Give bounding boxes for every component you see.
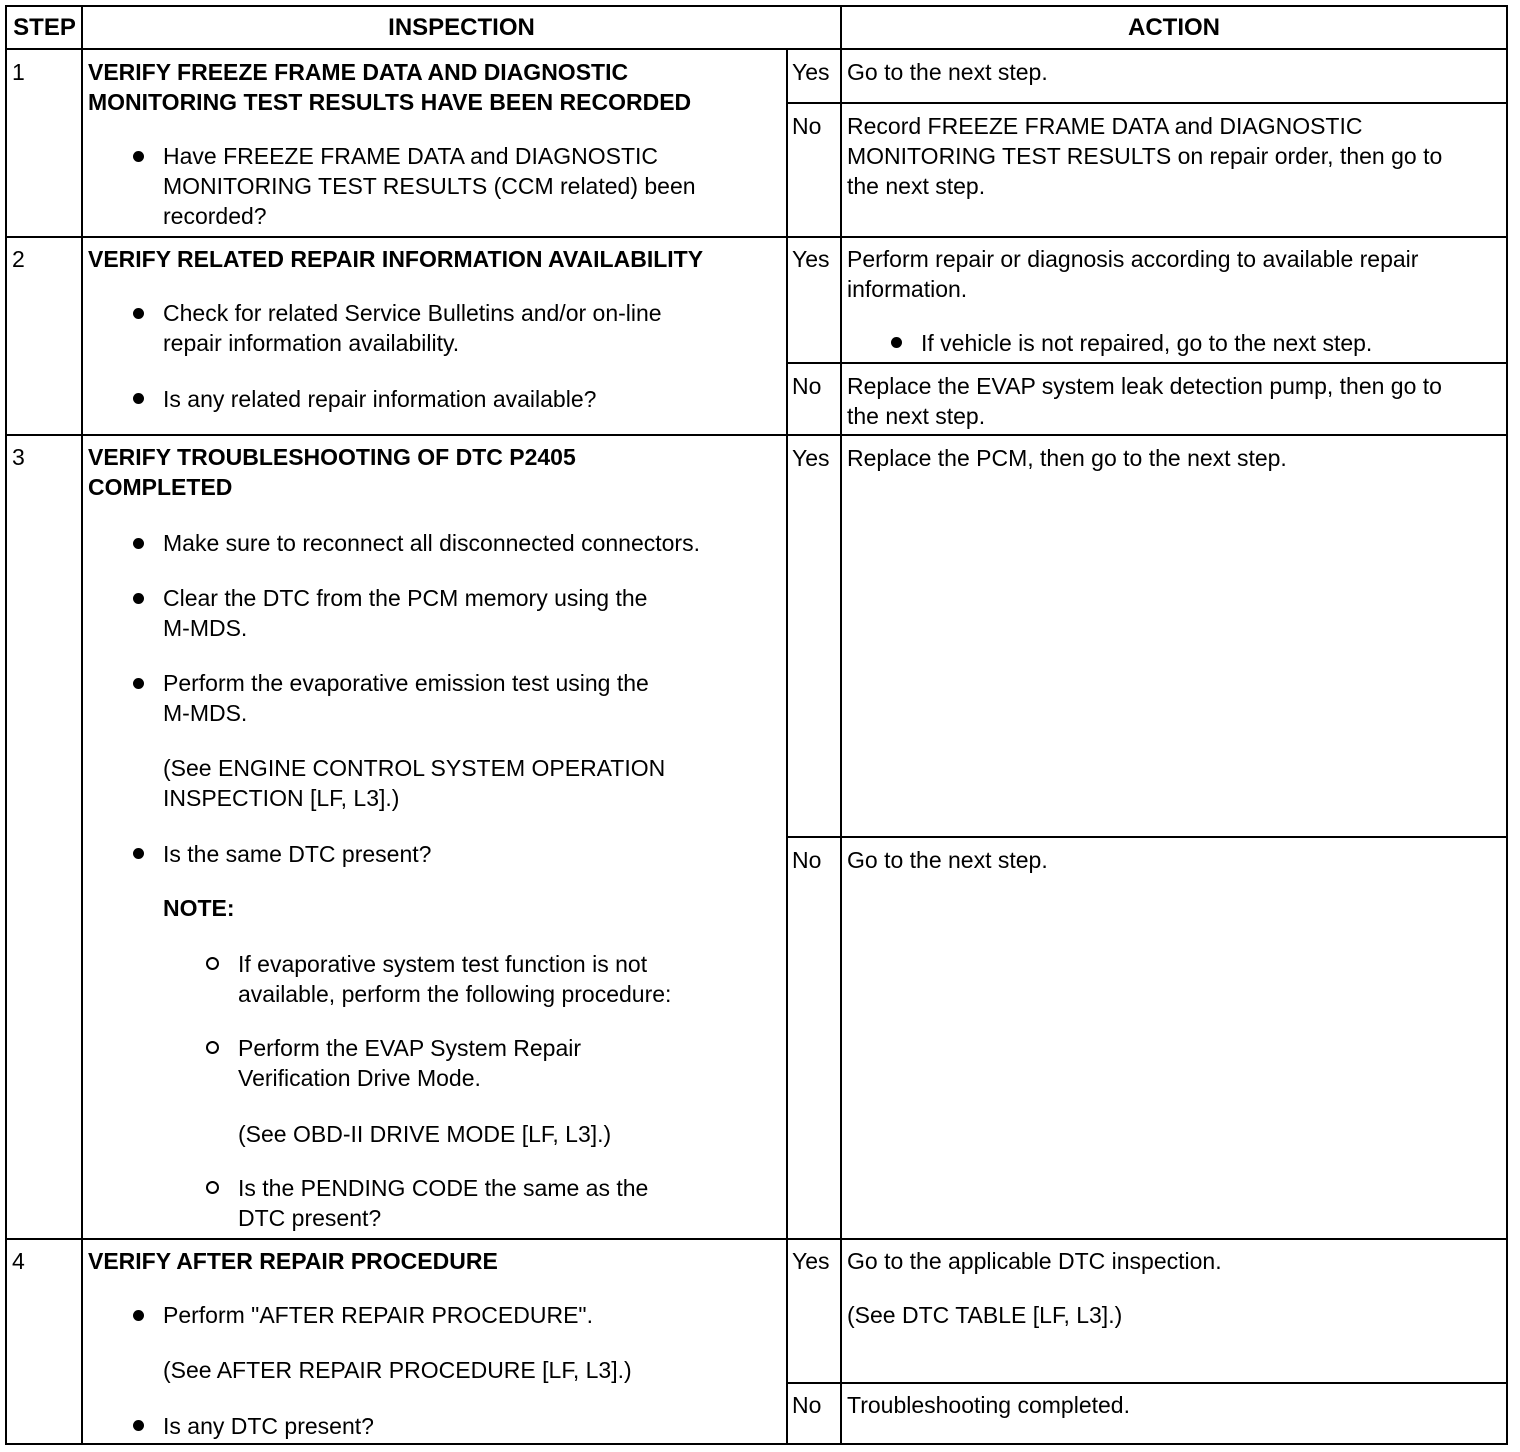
see-reference: (See DTC TABLE [LF, L3].) bbox=[847, 1302, 1123, 1328]
step-number: 3 bbox=[12, 444, 25, 470]
no-action: Go to the next step. bbox=[847, 847, 1048, 873]
no-label: No bbox=[792, 113, 822, 139]
step-number: 4 bbox=[12, 1248, 25, 1274]
column-divider bbox=[786, 48, 788, 1444]
bullet-icon bbox=[891, 337, 902, 348]
bullet-icon bbox=[133, 848, 144, 859]
yes-action: Perform repair or diagnosis according to available repair information. bbox=[847, 246, 1419, 302]
no-action: Troubleshooting completed. bbox=[847, 1392, 1130, 1418]
bullet-icon bbox=[133, 678, 144, 689]
row-divider bbox=[6, 1238, 1507, 1240]
yes-label: Yes bbox=[792, 246, 830, 272]
header-step: STEP bbox=[13, 14, 76, 41]
inspection-item: Perform "AFTER REPAIR PROCEDURE". bbox=[163, 1302, 593, 1328]
yes-action: Go to the applicable DTC inspection. bbox=[847, 1248, 1222, 1274]
step-title: VERIFY TROUBLESHOOTING OF DTC P2405 COMPLETED bbox=[88, 444, 576, 500]
inspection-item: Perform the evaporative emission test using the M-MDS. bbox=[163, 670, 649, 726]
bullet-icon bbox=[133, 1310, 144, 1321]
yes-label: Yes bbox=[792, 445, 830, 471]
circle-bullet-icon bbox=[206, 957, 219, 970]
see-reference: (See OBD-II DRIVE MODE [LF, L3].) bbox=[238, 1121, 612, 1147]
bullet-icon bbox=[133, 593, 144, 604]
step-title: VERIFY RELATED REPAIR INFORMATION AVAILABILITY bbox=[88, 246, 704, 272]
row-divider bbox=[786, 836, 1507, 838]
see-reference: (See AFTER REPAIR PROCEDURE [LF, L3].) bbox=[163, 1357, 632, 1383]
circle-bullet-icon bbox=[206, 1041, 219, 1054]
inspection-item: Have FREEZE FRAME DATA and DIAGNOSTIC MONITORING TEST RESULTS (CCM related) been recorded? bbox=[163, 143, 696, 229]
step-title: VERIFY FREEZE FRAME DATA AND DIAGNOSTIC MONITORING TEST RESULTS HAVE BEEN RECORDED bbox=[88, 59, 692, 115]
no-action: Replace the EVAP system leak detection pump, then go to the next step. bbox=[847, 373, 1442, 429]
note-subitem: Is the PENDING CODE the same as the DTC present? bbox=[238, 1175, 649, 1231]
no-label: No bbox=[792, 373, 822, 399]
note-subitem: Perform the EVAP System Repair Verification Drive Mode. bbox=[238, 1035, 582, 1091]
header-divider bbox=[6, 48, 1507, 50]
note-label: NOTE: bbox=[163, 895, 235, 921]
bullet-icon bbox=[133, 538, 144, 549]
step-number: 1 bbox=[12, 59, 25, 85]
inspection-item: Make sure to reconnect all disconnected connectors. bbox=[163, 530, 700, 556]
no-label: No bbox=[792, 847, 822, 873]
note-subitem: If evaporative system test function is not available, perform the following procedure: bbox=[238, 951, 672, 1007]
column-divider bbox=[840, 6, 842, 1444]
bullet-icon bbox=[133, 393, 144, 404]
yes-label: Yes bbox=[792, 59, 830, 85]
inspection-item: Is any DTC present? bbox=[163, 1413, 374, 1439]
circle-bullet-icon bbox=[206, 1181, 219, 1194]
yes-subitem: If vehicle is not repaired, go to the next step. bbox=[921, 330, 1373, 356]
row-divider bbox=[786, 362, 1507, 364]
row-divider bbox=[6, 236, 1507, 238]
yes-action: Replace the PCM, then go to the next step. bbox=[847, 445, 1287, 471]
row-divider bbox=[786, 1382, 1507, 1384]
yes-label: Yes bbox=[792, 1248, 830, 1274]
bullet-icon bbox=[133, 151, 144, 162]
no-action: Record FREEZE FRAME DATA and DIAGNOSTIC MONITORING TEST RESULTS on repair order, then go to the next step. bbox=[847, 113, 1443, 199]
inspection-item: Check for related Service Bulletins and/or on-line repair information availability. bbox=[163, 300, 662, 356]
bullet-icon bbox=[133, 308, 144, 319]
inspection-item: Is the same DTC present? bbox=[163, 841, 432, 867]
header-inspection: INSPECTION bbox=[388, 14, 535, 41]
inspection-item: Is any related repair information available? bbox=[163, 386, 597, 412]
header-action: ACTION bbox=[1128, 14, 1220, 41]
yes-action: Go to the next step. bbox=[847, 59, 1048, 85]
no-label: No bbox=[792, 1392, 822, 1418]
inspection-item: Clear the DTC from the PCM memory using the M-MDS. bbox=[163, 585, 648, 641]
see-reference: (See ENGINE CONTROL SYSTEM OPERATION INSPECTION [LF, L3].) bbox=[163, 755, 666, 811]
bullet-icon bbox=[133, 1420, 144, 1431]
step-number: 2 bbox=[12, 246, 25, 272]
row-divider bbox=[786, 102, 1507, 104]
step-title: VERIFY AFTER REPAIR PROCEDURE bbox=[88, 1248, 498, 1274]
row-divider bbox=[6, 434, 1507, 436]
column-divider bbox=[81, 6, 83, 1444]
